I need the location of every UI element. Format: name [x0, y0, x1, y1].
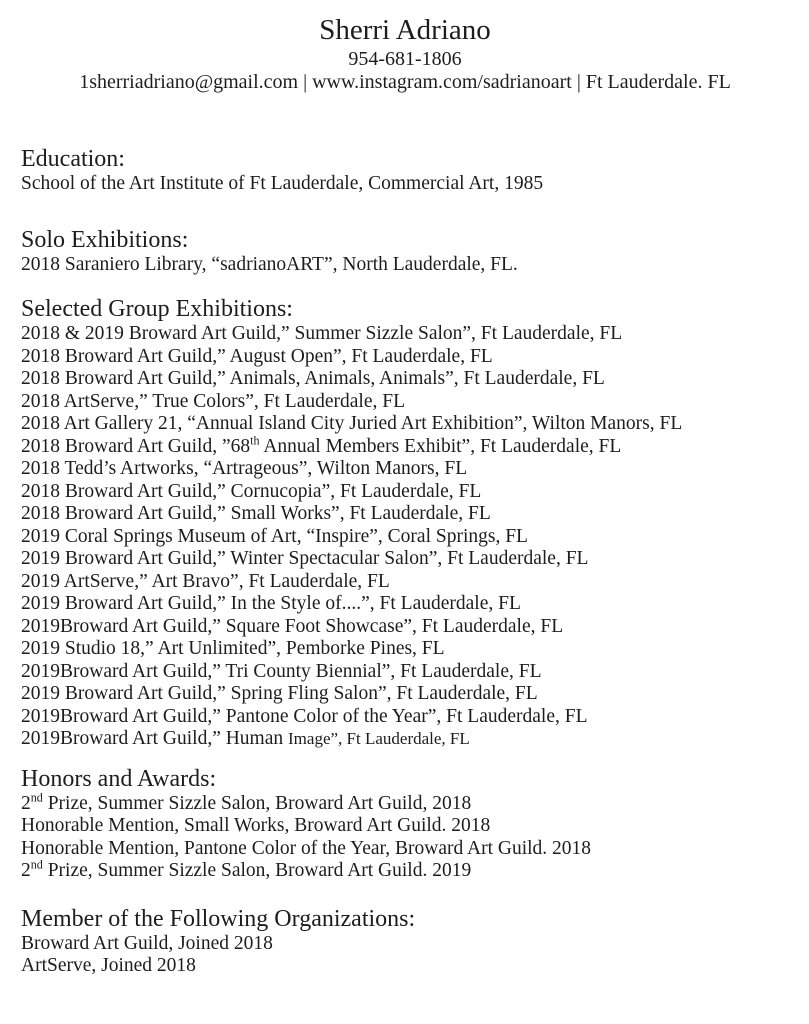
section-heading-solo-exhibitions: Solo Exhibitions: [21, 226, 189, 253]
resume-line: 2018 Broward Art Guild,” Animals, Animals, Animals”, Ft Lauderdale, FL [21, 368, 605, 389]
resume-line: Honorable Mention, Small Works, Broward Art Guild. 2018 [21, 815, 491, 836]
resume-line: 2018 Broward Art Guild,” Cornucopia”, Ft Lauderdale, FL [21, 480, 482, 502]
resume-line: 2nd Prize, Summer Sizzle Salon, Broward Art Guild, 2018 [21, 790, 472, 814]
section-member-organizations [21, 906, 789, 978]
resume-line: Honorable Mention, Pantone Color of the Year, Broward Art Guild. 2018 [21, 837, 592, 859]
resume-line: 2018 & 2019 Broward Art Guild,” Summer Sizzle Salon”, Ft Lauderdale, FL [21, 323, 623, 344]
section-heading-education: Education: [21, 146, 125, 172]
resume-line: Broward Art Guild, Joined 2018 [21, 932, 273, 954]
resume-line: 2019Broward Art Guild,” Square Foot Showcase”, Ft Lauderdale, FL [21, 615, 564, 637]
resume-line: 2018 Art Gallery 21, “Annual Island City Juried Art Exhibition”, Wilton Manors, FL [21, 413, 683, 434]
resume-line: 2019 Broward Art Guild,” Winter Spectacular Salon”, Ft Lauderdale, FL [21, 548, 589, 569]
resume-line: 2019Broward Art Guild,” Human Image”, Ft Lauderdale, FL [21, 728, 470, 749]
resume-line: 2018 Tedd’s Artworks, “Artrageous”, Wilton Manors, FL [21, 458, 468, 479]
resume-line: 2018 Broward Art Guild,” Small Works”, Ft Lauderdale, FL [21, 503, 491, 524]
resume-line: School of the Art Institute of Ft Lauderdale, Commercial Art, 1985 [21, 173, 544, 194]
section-solo-exhibitions [21, 227, 789, 277]
section-heading-honors-awards: Honors and Awards: [21, 765, 217, 792]
resume-line: 2019Broward Art Guild,” Pantone Color of the Year”, Ft Lauderdale, FL [21, 705, 588, 727]
resume-sections [21, 146, 789, 978]
resume-line: 2019 ArtServe,” Art Bravo”, Ft Lauderdale, FL [21, 570, 390, 592]
resume-line: 2019 Coral Springs Museum of Art, “Inspire”, Coral Springs, FL [21, 525, 528, 547]
resume-line: 2019 Broward Art Guild,” In the Style of....”, Ft Lauderdale, FL [21, 593, 521, 614]
phone-number: 954-681-1806 [348, 48, 462, 70]
resume-line: 2019Broward Art Guild,” Tri County Biennial”, Ft Lauderdale, FL [21, 660, 542, 682]
section-honors-awards [21, 766, 789, 883]
resume-line: 2018 Saraniero Library, “sadrianoART”, North Lauderdale, FL. [21, 253, 518, 275]
resume-line: 2018 Broward Art Guild, ”68th Annual Members Exhibit”, Ft Lauderdale, FL [21, 433, 622, 457]
resume-line: 2018 ArtServe,” True Colors”, Ft Lauderdale, FL [21, 390, 405, 412]
section-selected-group-exhibitions [21, 296, 789, 751]
resume-line: 2018 Broward Art Guild,” August Open”, Ft Lauderdale, FL [21, 345, 493, 367]
contact-line: 1sherriadriano@gmail.com | www.instagram.com/sadrianoart | Ft Lauderdale. FL [79, 71, 731, 93]
section-heading-member-organizations: Member of the Following Organizations: [21, 905, 416, 932]
resume-line: 2nd Prize, Summer Sizzle Salon, Broward Art Guild. 2019 [21, 857, 472, 881]
section-education [21, 146, 789, 196]
section-heading-selected-group-exhibitions: Selected Group Exhibitions: [21, 296, 293, 322]
resume-header [21, 12, 789, 94]
resume-line: ArtServe, Joined 2018 [21, 955, 196, 976]
resume-line: 2019 Broward Art Guild,” Spring Fling Salon”, Ft Lauderdale, FL [21, 683, 538, 704]
resume-line: 2019 Studio 18,” Art Unlimited”, Pemborke Pines, FL [21, 638, 445, 659]
page-title: Sherri Adriano [319, 14, 491, 46]
